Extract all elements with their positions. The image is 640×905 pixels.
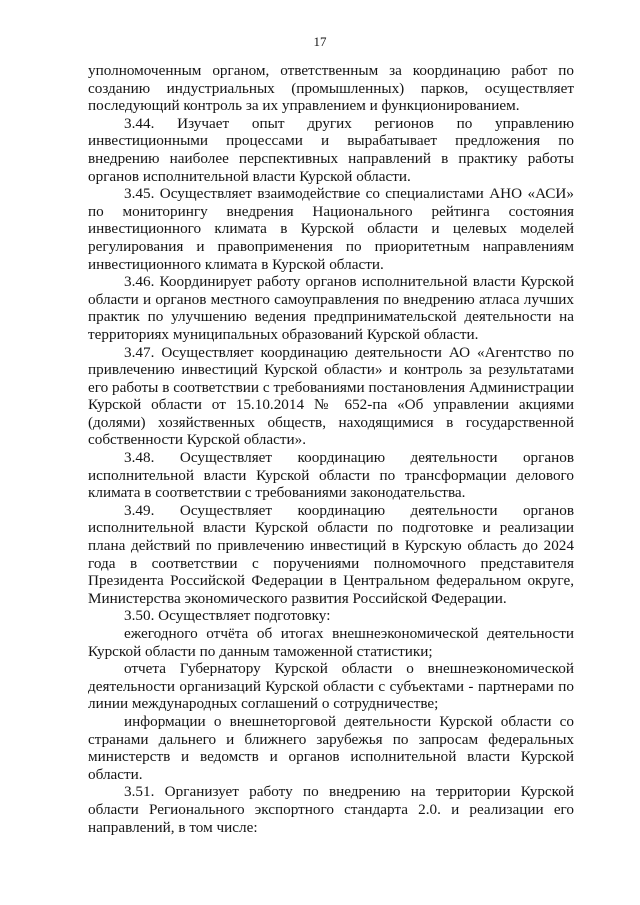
paragraph-3-47: 3.47. Осуществляет координацию деятельности АО «Агентство по привлечению инвестиций Курской области» и контроль за результатами его работы в соответствии с требованиями постановления Администрации Курской области от 15.10.2014 № 652-па «Об управлении акциями (долями) хозяйственных обществ, находящимися в государственной собственности Курской области». xyxy=(88,343,574,449)
paragraph-3-44: 3.44. Изучает опыт других регионов по управлению инвестиционными процессами и вырабатывает предложения по внедрению наиболее перспективных направлений в практику работы органов исполнительной власти Курской области. xyxy=(88,114,574,185)
paragraph-3-51: 3.51. Организует работу по внедрению на территории Курской области Регионального экспортного стандарта 2.0. и реализации его направлений, в том числе: xyxy=(88,783,574,836)
paragraph-3-50: 3.50. Осуществляет подготовку: xyxy=(124,607,331,625)
paragraph-3-45: 3.45. Осуществляет взаимодействие со специалистами АНО «АСИ» по мониторингу внедрения Национального рейтинга состояния инвестиционного климата в Курской области и целевых моделей регулирования и правоприменения по приоритетным направлениям инвестиционного климата в Курской области. xyxy=(88,185,574,273)
document-body xyxy=(88,62,574,836)
paragraph-3-49: 3.49. Осуществляет координацию деятельности органов исполнительной власти Курской области по подготовке и реализации плана действий по привлечению инвестиций в Курскую область до 2024 года в соответствии с поручениями полномочного представителя Президента Российской Федерации в Центральном федеральном округе, Министерства экономического развития Российской Федерации. xyxy=(88,501,574,607)
paragraph-3-48: 3.48. Осуществляет координацию деятельности органов исполнительной власти Курской области по трансформации делового климата в соответствии с требованиями законодательства. xyxy=(88,449,574,502)
list-item-governor-report: отчета Губернатору Курской области о внешнеэкономической деятельности организаций Курской области с субъектами - партнерами по линии международных соглашений о сотрудничестве; xyxy=(88,660,574,713)
list-item-annual-report: ежегодного отчёта об итогах внешнеэкономической деятельности Курской области по данным таможенной статистики; xyxy=(88,625,574,660)
paragraph-continuation: уполномоченным органом, ответственным за координацию работ по созданию индустриальных (промышленных) парков, осуществляет последующий контроль за их управлением и функционированием. xyxy=(88,62,574,115)
paragraph-3-46: 3.46. Координирует работу органов исполнительной власти Курской области и органов местного самоуправления по внедрению атласа лучших практик по улучшению ведения предпринимательской деятельности на территориях муниципальных образований Курской области. xyxy=(88,273,574,343)
list-item-trade-information: информации о внешнеторговой деятельности Курской области со странами дальнего и ближнего зарубежья по запросам федеральных министерств и ведомств и органов исполнительной власти Курской области. xyxy=(88,712,574,783)
page-number: 17 xyxy=(313,34,327,49)
